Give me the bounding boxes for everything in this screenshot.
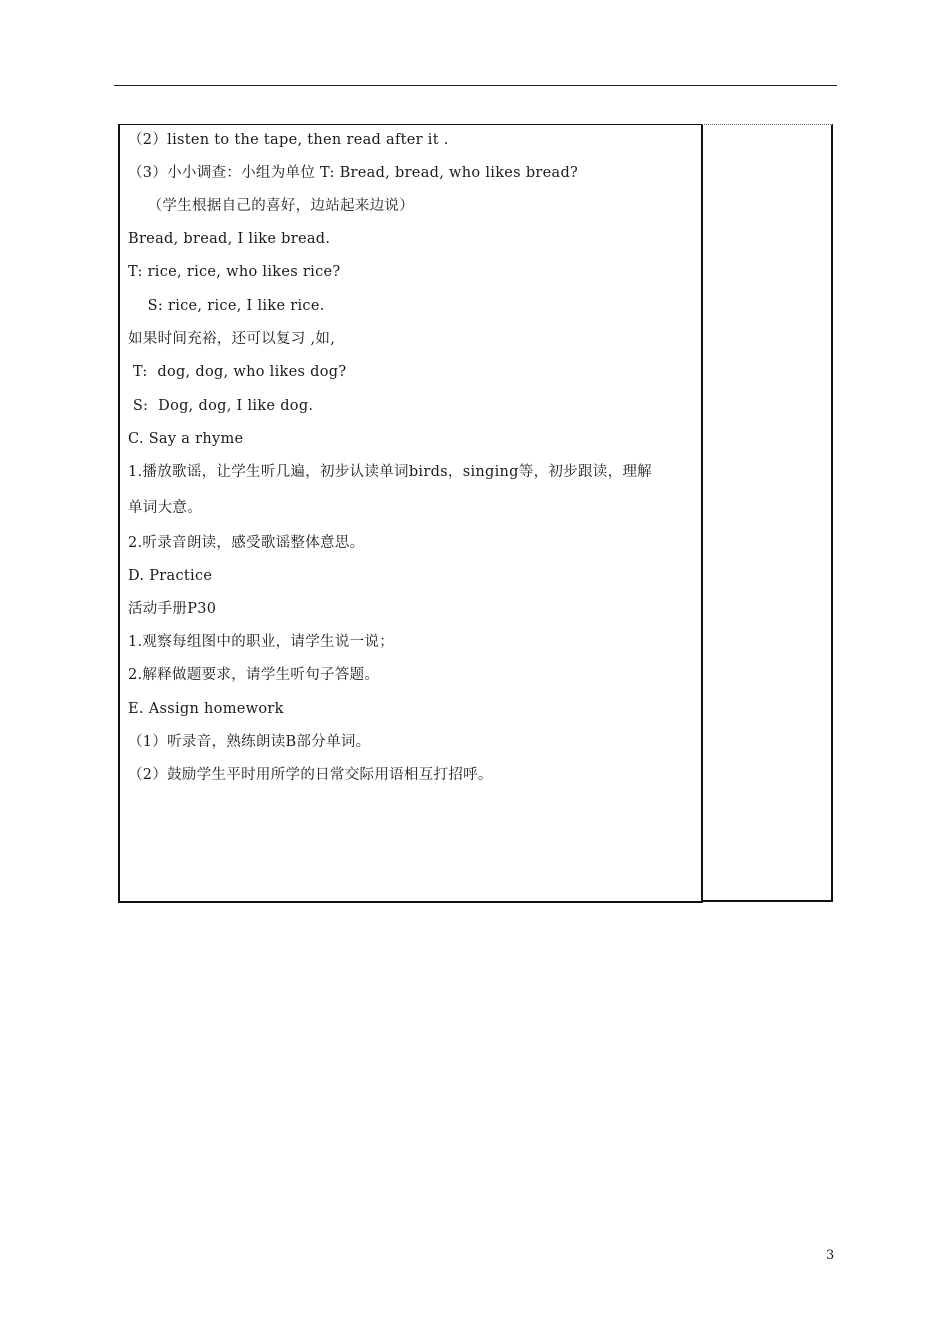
text-line: D. Practice [128, 568, 213, 584]
text-line: C. Say a rhyme [128, 431, 244, 447]
text-line: （2）鼓励学生平时用所学的日常交际用语相互打招呼。 [128, 767, 493, 783]
text-line: 2.听录音朗读，感受歌谣整体意思。 [128, 535, 365, 551]
text-line: S: rice, rice, I like rice. [128, 298, 325, 314]
lesson-table [118, 124, 832, 902]
text-line: 如果时间充裕，还可以复习 ,如, [128, 331, 336, 347]
text-line: 活动手册P30 [128, 601, 217, 617]
notes-cell [701, 124, 833, 902]
text-line: E. Assign homework [128, 701, 284, 717]
text-line: S: Dog, dog, I like dog. [128, 398, 314, 414]
text-line: （1）听录音，熟练朗读B部分单词。 [128, 734, 371, 750]
text-line: （2）listen to the tape, then read after it . [128, 132, 449, 148]
text-line: 1.观察每组图中的职业，请学生说一说； [128, 634, 395, 650]
text-line: 2.解释做题要求，请学生听句子答题。 [128, 667, 380, 683]
page-number: 3 [826, 1248, 835, 1263]
text-line: 1.播放歌谣，让学生听几遍，初步认读单词birds，singing等，初步跟读，理解 [128, 464, 652, 480]
text-line: 单词大意。 [128, 500, 202, 516]
header-rule [114, 85, 837, 86]
text-line: （3）小小调查：小组为单位 T: Bread, bread, who likes bread? [128, 165, 579, 181]
lesson-content-cell [118, 124, 703, 903]
text-line: Bread, bread, I like bread. [128, 231, 331, 247]
text-line: T: dog, dog, who likes dog? [128, 364, 347, 380]
text-line: T: rice, rice, who likes rice? [128, 264, 341, 280]
text-line: （学生根据自己的喜好，边站起来边说） [128, 198, 415, 214]
